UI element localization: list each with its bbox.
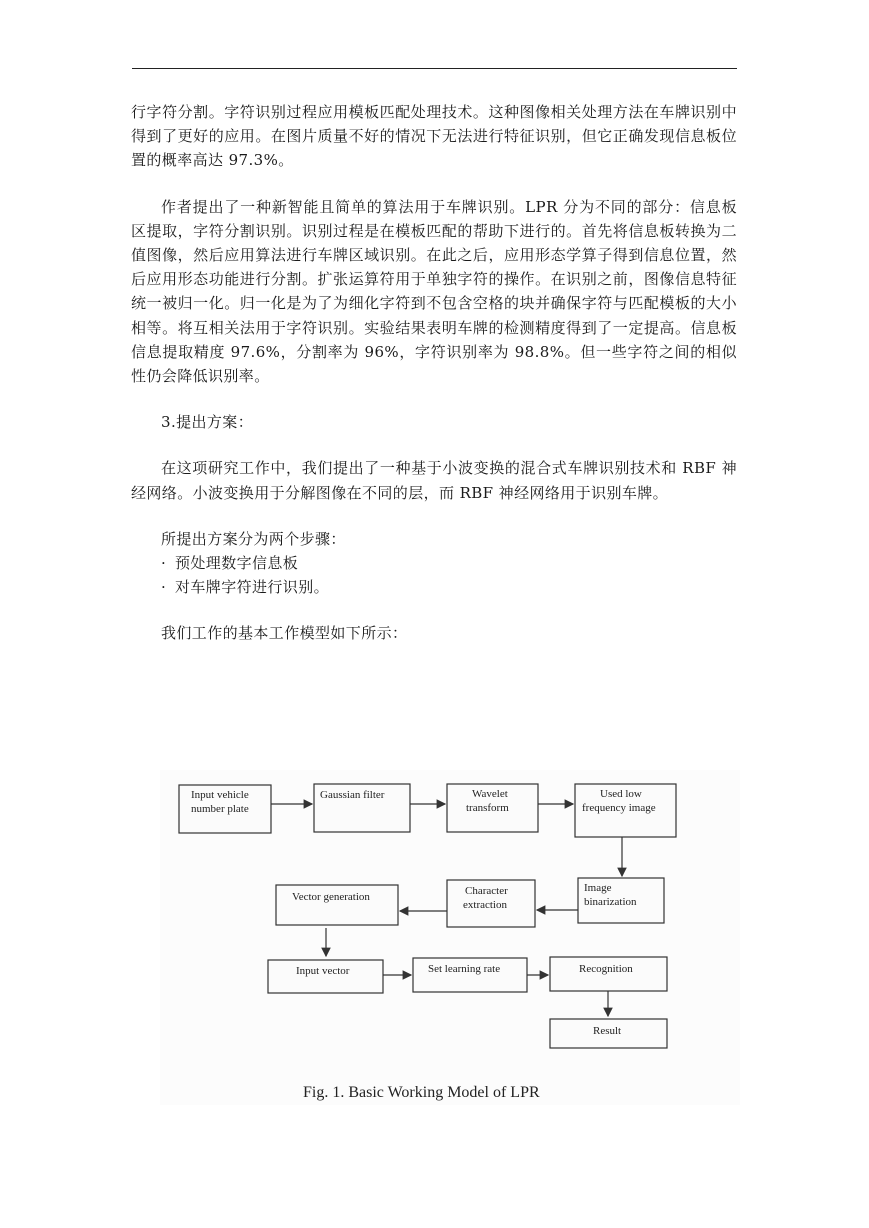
paragraph-author-method: 作者提出了一种新智能且简单的算法用于车牌识别。LPR 分为不同的部分：信息板区提取，字符分割识别。识别过程是在模板匹配的帮助下进行的。首先将信息板转换为二值图像，然后应用算法进行车牌区域识别。在此之后，应用形态学算子得到信息位置，然后应用形态功能进行分割。扩张运算符用于单独字符的操作。在识别之前，图像信息特征统一被归一化。归一化是为了为细化字符到不包含空格的块并确保字符与匹配模板的大小相等。将互相关法用于字符识别。实验结果表明车牌的检测精度得到了一定提高。信息板信息提取精度 97.6%，分割率为 96%，字符识别率为 98.8%。但一些字符之间的相似性仍会降低识别率。 <box>131 197 737 386</box>
box-low-frequency-line1: Used low <box>600 788 642 800</box>
paragraph-continued: 行字符分割。字符识别过程应用模板匹配处理技术。这种图像相关处理方法在车牌识别中得到了更好的应用。在图片质量不好的情况下无法进行特征识别，但它正确发现信息板位置的概率高达 97.3%。 <box>131 103 737 170</box>
box-binarization-line2: binarization <box>584 896 637 908</box>
box-input-plate-line1: Input vehicle <box>191 789 249 801</box>
box-gaussian-line1: Gaussian filter <box>320 789 385 801</box>
box-vector-generation <box>276 885 398 925</box>
box-wavelet <box>447 784 538 832</box>
box-character-extraction <box>447 880 535 927</box>
page-body <box>131 100 737 645</box>
box-input-plate-line2: number plate <box>191 803 249 815</box>
box-wavelet-line2: transform <box>466 802 509 814</box>
box-input-plate <box>179 785 271 833</box>
flow-diagram-svg <box>160 770 740 1105</box>
paragraph-steps-intro: 所提出方案分为两个步骤： <box>161 529 346 548</box>
figure-caption: Fig. 1. Basic Working Model of LPR <box>303 1084 540 1101</box>
box-char-extraction-line2: extraction <box>463 899 507 911</box>
box-binarization-line1: Image <box>584 882 612 894</box>
bullet-marker: · <box>161 578 167 597</box>
bullet-item-recognize <box>131 575 737 599</box>
box-vector-generation-line1: Vector generation <box>292 891 370 903</box>
box-result <box>550 1019 667 1048</box>
box-result-line1: Result <box>593 1025 622 1037</box>
bullet-text: 预处理数字信息板 <box>175 554 299 573</box>
box-image-binarization <box>578 878 664 923</box>
box-learning-rate-line1: Set learning rate <box>428 963 501 975</box>
lpr-flow-diagram <box>160 770 740 1105</box>
bullet-marker: · <box>161 554 167 573</box>
paragraph-proposed-scheme: 在这项研究工作中，我们提出了一种基于小波变换的混合式车牌识别技术和 RBF 神经网络。小波变换用于分解图像在不同的层，而 RBF 神经网络用于识别车牌。 <box>131 459 737 502</box>
box-char-extraction-line1: Character <box>465 885 508 897</box>
box-input-vector <box>268 960 383 993</box>
box-gaussian-filter <box>314 784 410 832</box>
bullet-text: 对车牌字符进行识别。 <box>175 578 330 597</box>
header-rule <box>132 68 737 69</box>
box-recognition-line1: Recognition <box>579 963 633 975</box>
box-low-frequency-line2: frequency image <box>582 802 656 814</box>
bullet-item-preprocess <box>131 551 737 575</box>
box-wavelet-line1: Wavelet <box>472 788 508 800</box>
section-heading: 3.提出方案： <box>161 413 254 432</box>
box-learning-rate <box>413 958 527 992</box>
box-low-frequency <box>575 784 676 837</box>
box-recognition <box>550 957 667 991</box>
box-input-vector-line1: Input vector <box>296 965 350 977</box>
paragraph-model-intro: 我们工作的基本工作模型如下所示： <box>161 624 408 643</box>
